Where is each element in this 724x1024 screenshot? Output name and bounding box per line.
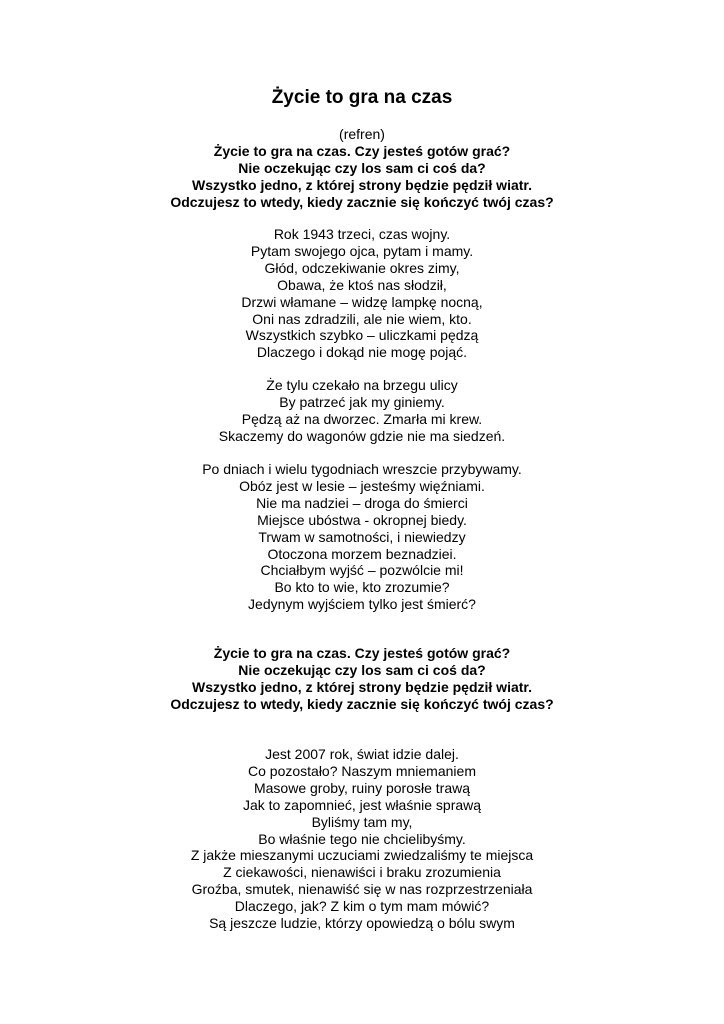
- verse-3: [0, 461, 724, 613]
- verse-line: Z jakże mieszanymi uczuciami zwiedzaliśmy te miejsca: [190, 847, 534, 864]
- verse-line: Miejsce ubóstwa - okropnej biedy.: [257, 511, 467, 528]
- verse-line: Nie ma nadziei – droga do śmierci: [256, 494, 468, 511]
- verse-line: Masowe groby, ruiny porosłe trawą: [253, 779, 471, 796]
- verse-line: Groźba, smutek, nienawiść się w nas rozprzestrzeniała: [191, 881, 533, 898]
- verse-line: Skaczemy do wagonów gdzie nie ma siedzeń.: [218, 427, 506, 444]
- verse-1: [0, 226, 724, 361]
- verse-line: Bo kto to wie, kto zrozumie?: [274, 579, 450, 596]
- verse-line: Są jeszcze ludzie, którzy opowiedzą o bólu swym: [209, 915, 515, 932]
- verse-line: Pędzą aż na dworzec. Zmarła mi krew.: [241, 410, 483, 427]
- verse-line: Obawa, że ktoś nas słodził,: [277, 276, 447, 293]
- refren-line: Życie to gra na czas. Czy jesteś gotów grać?: [213, 645, 511, 661]
- verse-line: Głód, odczekiwanie okres zimy,: [264, 259, 460, 276]
- refren-line: Odczujesz to wtedy, kiedy zacznie się kończyć twój czas?: [170, 695, 554, 712]
- verse-line: Pytam swojego ojca, pytam i mamy.: [250, 242, 474, 259]
- verse-line: Dlaczego i dokąd nie mogę pojąć.: [256, 344, 468, 361]
- verse-2: [0, 377, 724, 445]
- refren-line: Nie oczekując czy los sam ci coś da?: [238, 159, 486, 176]
- verse-line: Trwam w samotności, i niewiedzy: [258, 528, 466, 545]
- refren-2: [0, 645, 724, 713]
- verse-line: Rok 1943 trzeci, czas wojny.: [273, 226, 451, 242]
- verse-line: Co pozostało? Naszym mniemaniem: [248, 762, 476, 779]
- refren-1: [0, 126, 724, 211]
- refren-line: Wszystko jedno, z której strony będzie pędził wiatr.: [192, 176, 532, 193]
- verse-line: Byliśmy tam my,: [311, 813, 413, 830]
- refren-line: Wszystko jedno, z której strony będzie pędził wiatr.: [192, 678, 532, 695]
- refren-line: Odczujesz to wtedy, kiedy zacznie się kończyć twój czas?: [170, 193, 554, 210]
- refren-line: Życie to gra na czas. Czy jesteś gotów grać?: [213, 142, 511, 159]
- verse-line: Oni nas zdradzili, ale nie wiem, kto.: [252, 310, 472, 327]
- verse-line: Z ciekawości, nienawiści i braku zrozumienia: [223, 864, 501, 881]
- verse-line: Obóz jest w lesie – jesteśmy więźniami.: [239, 477, 485, 494]
- refren-label: (refren): [339, 126, 385, 142]
- verse-line: Że tylu czekało na brzegu ulicy: [266, 377, 458, 393]
- verse-line: Jedynym wyjściem tylko jest śmierć?: [248, 596, 476, 613]
- verse-line: Jak to zapomnieć, jest właśnie sprawą: [242, 796, 482, 813]
- refren-line: Nie oczekując czy los sam ci coś da?: [238, 661, 486, 678]
- poem-title: Życie to gra na czas: [271, 87, 453, 108]
- verse-line: Otoczona morzem beznadziei.: [267, 545, 457, 562]
- verse-4: [0, 746, 724, 932]
- verse-line: Po dniach i wielu tygodniach wreszcie przybywamy.: [202, 461, 522, 477]
- verse-line: Jest 2007 rok, świat idzie dalej.: [265, 746, 459, 762]
- verse-line: By patrzeć jak my giniemy.: [279, 393, 445, 410]
- verse-line: Drzwi włamane – widzę lampkę nocną,: [241, 293, 483, 310]
- verse-line: Chciałbym wyjść – pozwólcie mi!: [260, 562, 464, 579]
- verse-line: Wszystkich szybko – uliczkami pędzą: [245, 327, 479, 344]
- verse-line: Dlaczego, jak? Z kim o tym mam mówić?: [234, 898, 490, 915]
- verse-line: Bo właśnie tego nie chcielibyśmy.: [258, 830, 466, 847]
